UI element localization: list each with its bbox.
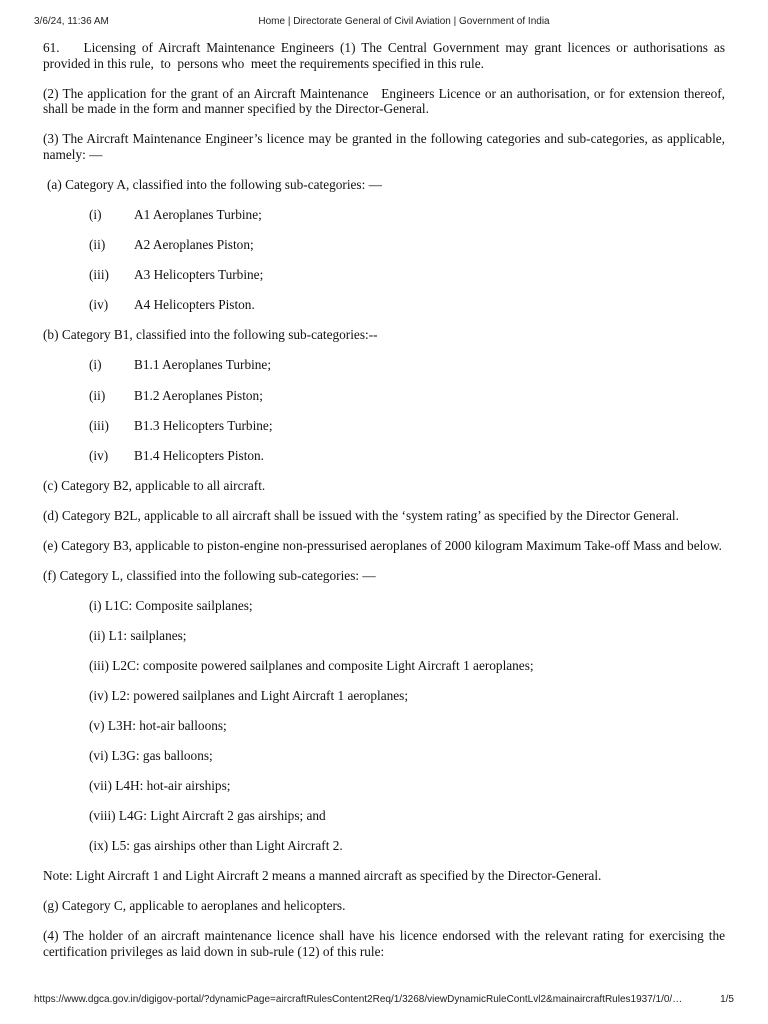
list-item-text: A4 Helicopters Piston. xyxy=(134,297,255,313)
list-item: (i) L1C: Composite sailplanes; xyxy=(89,598,253,614)
list-item xyxy=(89,207,725,223)
list-item-number: (iv) xyxy=(89,448,109,464)
paragraph-4: (4) The holder of an aircraft maintenance licence shall have his licence endorsed with the relevant rating for exercising the certification privileges as laid down in sub-rule (12) of this rule: xyxy=(43,927,725,959)
category-a-heading: (a) Category A, classified into the following sub-categories: — xyxy=(47,176,382,192)
list-item: (iv) L2: powered sailplanes and Light Aircraft 1 aeroplanes; xyxy=(89,688,409,704)
list-item-number: (i) xyxy=(89,357,102,373)
category-b3-paragraph: (e) Category B3, applicable to piston-engine non-pressurised aeroplanes of 2000 kilogram Maximum Take-off Mass and below. xyxy=(43,538,723,554)
list-item-text: B1.4 Helicopters Piston. xyxy=(134,448,265,464)
list-item: (iii) L2C: composite powered sailplanes and composite Light Aircraft 1 aeroplanes; xyxy=(89,658,534,674)
category-b2-paragraph: (c) Category B2, applicable to all aircraft. xyxy=(43,478,266,494)
list-item xyxy=(89,388,725,404)
list-item xyxy=(89,418,725,434)
category-l-heading: (f) Category L, classified into the following sub-categories: — xyxy=(43,568,376,584)
category-c-paragraph: (g) Category C, applicable to aeroplanes and helicopters. xyxy=(43,898,346,913)
list-item: (ii) L1: sailplanes; xyxy=(89,628,187,644)
list-item-number: (ii) xyxy=(89,387,106,403)
list-item xyxy=(89,448,725,464)
category-b2l-paragraph: (d) Category B2L, applicable to all aircraft shall be issued with the ‘system rating’ as specified by the Director General. xyxy=(43,508,679,524)
paragraph-2: (2) The application for the grant of an Aircraft Maintenance Engineers Licence or an authorisation, or for extension thereof, shall be made in the form and manner specified by the Director-General. xyxy=(43,85,725,117)
list-item xyxy=(89,237,725,253)
list-item-text: B1.2 Aeroplanes Piston; xyxy=(134,387,263,403)
page-number: 1/5 xyxy=(720,994,734,1005)
list-item-text: B1.1 Aeroplanes Turbine; xyxy=(134,357,272,373)
list-item: (vi) L3G: gas balloons; xyxy=(89,748,213,764)
list-item-number: (iii) xyxy=(89,267,109,283)
page-url: https://www.dgca.gov.in/digigov-portal/?dynamicPage=aircraftRulesContent2Req/1/3268/viewDynamicRuleContLvl2&mainaircraftRules1937/1/0/… xyxy=(34,994,683,1005)
page-title: Home | Directorate General of Civil Aviation | Government of India xyxy=(258,16,550,27)
paragraph-3: (3) The Aircraft Maintenance Engineer’s licence may be granted in the following categories and sub-categories, as applicable, namely: — xyxy=(43,131,725,162)
print-header xyxy=(34,14,734,28)
list-item-number: (iv) xyxy=(89,297,109,313)
list-item-number: (i) xyxy=(89,206,102,222)
document-body xyxy=(43,40,725,974)
note-paragraph: Note: Light Aircraft 1 and Light Aircraft 2 means a manned aircraft as specified by the Director-General. xyxy=(43,868,602,884)
list-item-number: (ii) xyxy=(89,236,106,252)
list-item-text: A3 Helicopters Turbine; xyxy=(134,267,264,283)
list-item xyxy=(89,297,725,313)
list-item-text: A1 Aeroplanes Turbine; xyxy=(134,206,262,222)
print-footer xyxy=(34,994,734,1008)
list-item: (viii) L4G: Light Aircraft 2 gas airships; and xyxy=(89,808,326,824)
category-b1-heading: (b) Category B1, classified into the following sub-categories:-- xyxy=(43,327,378,343)
print-datetime: 3/6/24, 11:36 AM xyxy=(34,16,109,27)
list-item xyxy=(89,267,725,283)
list-item: (vii) L4H: hot-air airships; xyxy=(89,778,231,794)
list-item-text: B1.3 Helicopters Turbine; xyxy=(134,417,273,433)
list-item: (v) L3H: hot-air balloons; xyxy=(89,718,227,734)
list-item: (ix) L5: gas airships other than Light Aircraft 2. xyxy=(89,838,343,854)
list-item-text: A2 Aeroplanes Piston; xyxy=(134,236,254,252)
list-item xyxy=(89,357,725,373)
paragraph-rule-61: 61. Licensing of Aircraft Maintenance Engineers (1) The Central Government may grant licences or authorisations as provided in this rule, to persons who meet the requirements specified in this rule. xyxy=(43,40,725,71)
list-item-number: (iii) xyxy=(89,417,109,433)
